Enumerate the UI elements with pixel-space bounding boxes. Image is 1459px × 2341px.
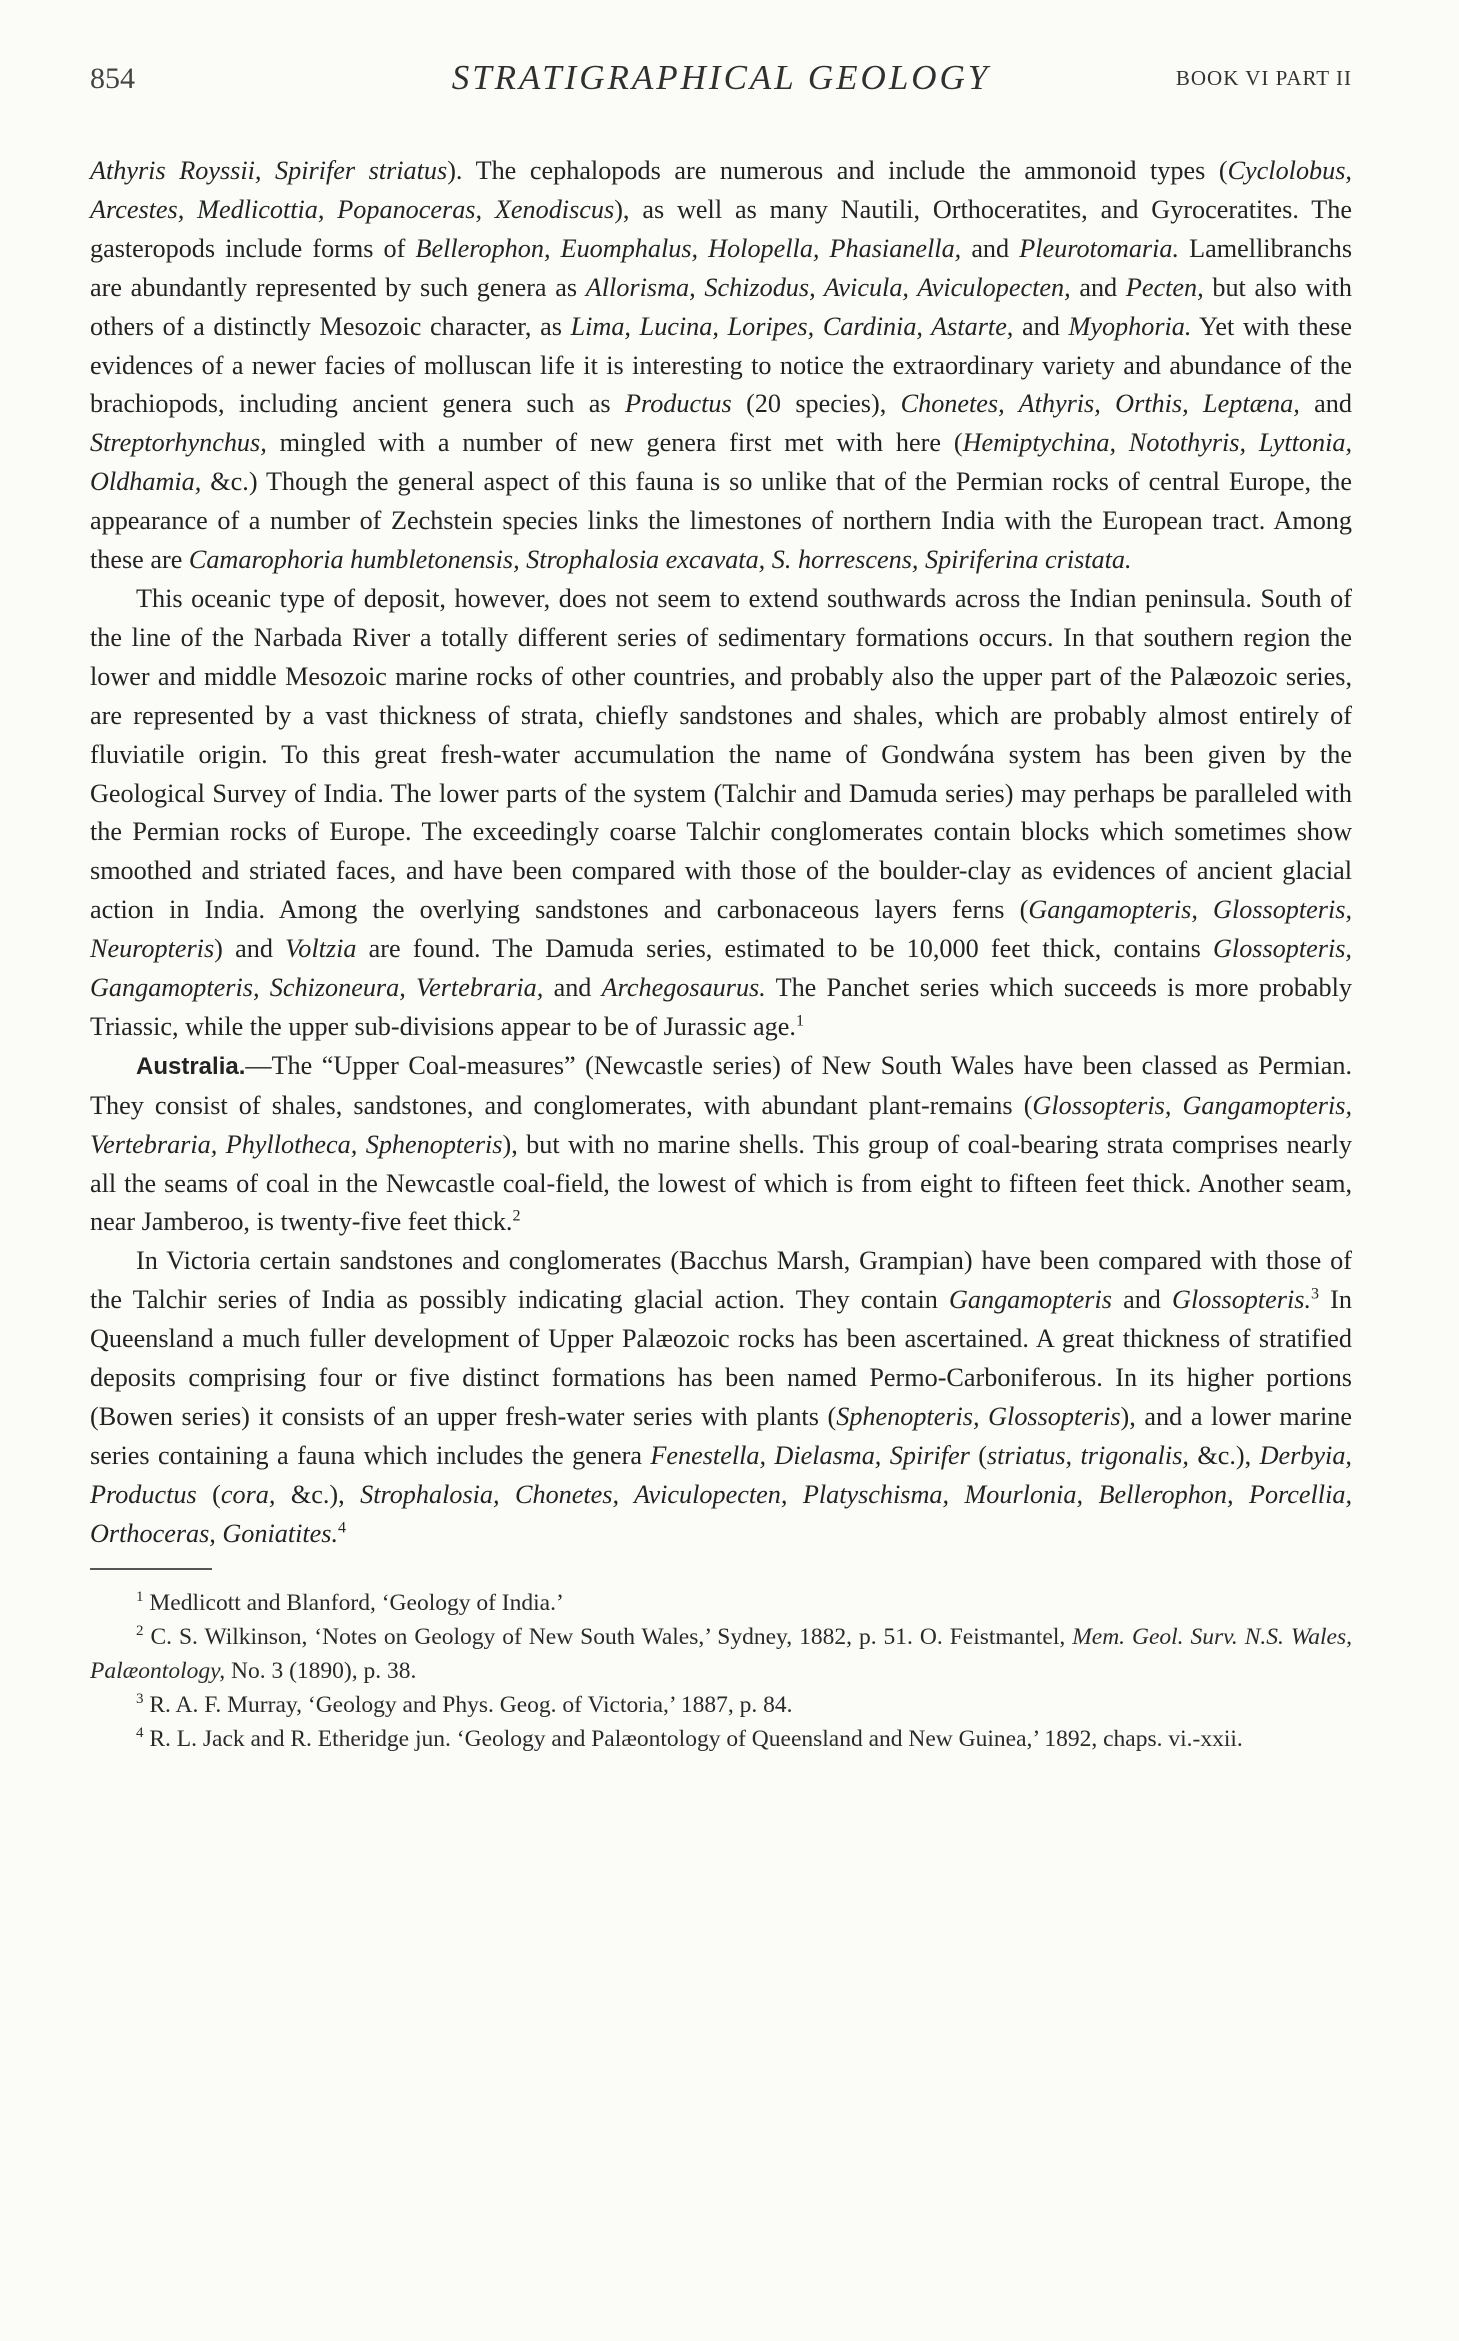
- text-run: and: [961, 233, 1020, 263]
- text-run: Lamellibranchs are abundantly represented by such genera as: [90, 233, 1353, 302]
- paragraph: [90, 580, 1352, 1047]
- running-head: [90, 58, 1352, 108]
- italic-text: Myophoria.: [1068, 311, 1192, 341]
- footnote-ref: 1: [795, 1012, 804, 1030]
- text-run: &c.) Though the general aspect of this fauna is so unlike that of the Permian rocks of central Europe, the appearance of a number of Zechstein species links the limestones of northern India with the European tract. Among these are: [90, 467, 1352, 575]
- text-run: ), but with no marine shells. This group of coal-bearing strata comprises nearly all the seams of coal in the Newcastle coal-field, the lowest of which is from eight to fifteen feet thick. Another seam, near Jamberoo, is twenty-five feet thick.: [90, 1129, 1352, 1237]
- italic-text: Streptorhynchus,: [90, 428, 267, 458]
- italic-text: Chonetes, Athyris, Orthis, Leptæna,: [900, 389, 1300, 419]
- italic-text: Hemiptychina, Notothyris, Lyttonia, Oldhamia,: [90, 428, 1352, 497]
- text-run: ), and a lower marine series containing a fauna which includes the genera: [90, 1402, 1352, 1470]
- text-run: mingled with a number of new genera first met with here (: [266, 428, 963, 458]
- text-run: and: [1111, 1285, 1173, 1315]
- italic-text: Strophalosia, Chonetes, Aviculopecten, Platyschisma, Mourlonia, Bellerophon, Porcellia, Orthoceras, Goniatites.: [90, 1479, 1352, 1548]
- footnote-ref: 3: [1311, 1285, 1320, 1303]
- paragraph: [90, 1242, 1352, 1553]
- footnote-ref: 1: [136, 1588, 144, 1605]
- text-run: (: [969, 1440, 987, 1470]
- text-run: and: [543, 973, 602, 1003]
- book-part-label: BOOK VI PART II: [1175, 66, 1352, 90]
- footnote: [90, 1722, 1352, 1756]
- text-run: but also with others of a distinctly Mesozoic character, as: [90, 272, 1352, 341]
- text-run: (20 species),: [731, 389, 901, 419]
- text-run: No. 3 (1890), p. 38.: [225, 1657, 417, 1684]
- paragraph: [90, 152, 1352, 580]
- italic-text: striatus, trigonalis,: [986, 1440, 1189, 1470]
- page-title: STRATIGRAPHICAL GEOLOGY: [451, 58, 991, 97]
- text-run: —The “Upper Coal-measures” (Newcastle series) of New South Wales have been classed as Permian. They consist of shales, sandstones, and conglomerates, with abundant plant-remains (: [90, 1050, 1352, 1120]
- footnote-ref: 2: [136, 1622, 144, 1639]
- text-run: &c.),: [1188, 1440, 1260, 1470]
- italic-text: Cyclolobus, Arcestes, Medlicottia, Popanoceras, Xenodiscus: [90, 156, 1352, 224]
- italic-text: Glossopteris, Gangamopteris, Schizoneura, Vertebraria,: [90, 934, 1352, 1003]
- text-run: and: [1013, 311, 1069, 341]
- footnote: [90, 1620, 1352, 1688]
- text-run: are found. The Damuda series, estimated to be 10,000 feet thick, contains: [356, 934, 1214, 964]
- text-run: ). The cephalopods are numerous and include the ammonoid types (: [447, 156, 1228, 185]
- text-run: and: [1299, 389, 1352, 419]
- text-run: C. S. Wilkinson, ‘Notes on Geology of New South Wales,’ Sydney, 1882, p. 51. O. Feistmantel,: [143, 1623, 1073, 1650]
- italic-text: Pecten,: [1125, 272, 1204, 302]
- italic-text: Allorisma, Schizodus, Avicula, Aviculopecten,: [585, 272, 1071, 302]
- page-number: 854: [90, 62, 135, 95]
- footnote: [90, 1586, 1352, 1620]
- text-run: &c.),: [275, 1479, 361, 1509]
- footnote-divider: [90, 1568, 212, 1570]
- text-run: In Victoria certain sandstones and conglomerates (Bacchus Marsh, Grampian) have been compared with those of the Talchir series of India as possibly indicating glacial action. They contain: [90, 1246, 1352, 1315]
- italic-text: Gangamopteris, Glossopteris, Neuropteris: [90, 895, 1353, 964]
- paragraph: [90, 1047, 1352, 1243]
- body-text: [90, 152, 1352, 1554]
- text-run: (: [196, 1479, 221, 1509]
- text-run: ), as well as many Nautili, Orthoceratites, and Gyroceratites. The gasteropods include forms of: [90, 194, 1352, 263]
- text-run: In Queensland a much fuller development of Upper Palæozoic rocks has been ascertained. A great thickness of stratified deposits comprising four or five distinct formations has been named Permo-Carboniferous. In its higher portions (Bowen series) it consists of an upper fresh-water series with plants (: [90, 1285, 1352, 1431]
- text-run: The Panchet series which succeeds is more probably Triassic, while the upper sub-divisions appear to be of Jurassic age.: [90, 973, 1353, 1041]
- section-heading: Australia.: [136, 1052, 246, 1080]
- footnote-ref: 3: [136, 1690, 144, 1707]
- text-run: Medlicott and Blanford, ‘Geology of India.’: [143, 1589, 564, 1616]
- page: [90, 58, 1352, 1756]
- italic-text: Camarophoria humbletonensis, Strophalosia excavata, S. horrescens, Spiriferina cristata.: [188, 545, 1132, 575]
- footnote-ref: 4: [136, 1724, 144, 1741]
- text-run: This oceanic type of deposit, however, does not seem to extend southwards across the Indian peninsula. South of the line of the Narbada River a totally different series of sedimentary formations occurs. In that southern region the lower and middle Mesozoic marine rocks of other countries, and probably also the upper part of the Palæozoic series, are represented by a vast thickness of strata, chiefly sandstones and shales, which are probably almost entirely of fluviatile origin. To this great fresh-water accumulation the name of Gondwána system has been given by the Geological Survey of India. The lower parts of the system (Talchir and Damuda series) may perhaps be paralleled with the Permian rocks of Europe. The exceedingly coarse Talchir conglomerates contain blocks which sometimes show smoothed and striated faces, and have been compared with those of the boulder-clay as evidences of ancient glacial action in India. Among the overlying sandstones and carbonaceous layers ferns (: [90, 583, 1352, 925]
- italic-text: Voltzia: [285, 934, 357, 964]
- text-run: and: [1070, 272, 1126, 302]
- text-run: R. L. Jack and R. Etheridge jun. ‘Geology and Palæontology of Queensland and New Guinea,’ 1892, chaps. vi.-xxii.: [143, 1725, 1243, 1752]
- italic-text: Productus: [625, 389, 732, 419]
- italic-text: Archegosaurus.: [601, 973, 766, 1003]
- italic-text: Athyris Royssii, Spirifer striatus: [90, 156, 448, 185]
- footnotes: [90, 1586, 1352, 1756]
- italic-text: Lima, Lucina, Loripes, Cardinia, Astarte,: [570, 311, 1014, 341]
- footnote-ref: 2: [512, 1207, 521, 1225]
- italic-text: Bellerophon, Euomphalus, Holopella, Phasianella,: [415, 233, 962, 263]
- italic-text: Derbyia, Productus: [90, 1440, 1352, 1509]
- text-run: Yet with these evidences of a newer facies of molluscan life it is interesting to notice the extraordinary variety and abundance of the brachiopods, including ancient genera such as: [90, 311, 1352, 419]
- footnote-ref: 4: [338, 1518, 347, 1536]
- italic-text: Fenestella, Dielasma, Spirifer: [650, 1440, 970, 1470]
- italic-text: Gangamopteris: [948, 1285, 1112, 1315]
- italic-text: Sphenopteris, Glossopteris: [836, 1402, 1121, 1431]
- italic-text: cora,: [220, 1479, 276, 1509]
- footnote: [90, 1688, 1352, 1722]
- text-run: ) and: [214, 934, 286, 964]
- italic-text: Glossopteris.: [1172, 1285, 1312, 1315]
- text-run: R. A. F. Murray, ‘Geology and Phys. Geog. of Victoria,’ 1887, p. 84.: [143, 1691, 793, 1718]
- italic-text: Glossopteris, Gangamopteris, Vertebraria, Phyllotheca, Sphenopteris: [90, 1090, 1352, 1159]
- italic-text: Mem. Geol. Surv. N.S. Wales, Palæontology,: [90, 1623, 1352, 1684]
- italic-text: Pleurotomaria.: [1019, 233, 1180, 263]
